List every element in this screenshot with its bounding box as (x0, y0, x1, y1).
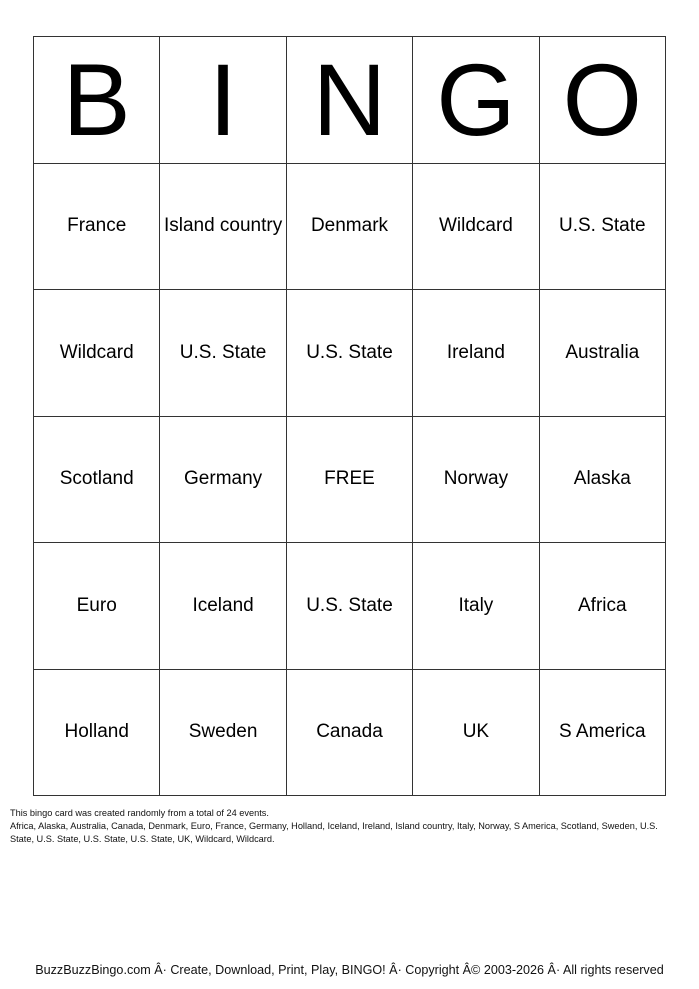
bingo-cell: Africa (540, 543, 666, 670)
bingo-cell: Scotland (34, 417, 160, 544)
bingo-cell: Norway (413, 417, 539, 544)
header-letter: G (436, 42, 516, 157)
bingo-cell: Iceland (160, 543, 286, 670)
free-cell: FREE (287, 417, 413, 544)
bingo-cell: U.S. State (287, 543, 413, 670)
bingo-cell: U.S. State (540, 164, 666, 291)
card-info-event-list: Africa, Alaska, Australia, Canada, Denmark, Euro, France, Germany, Holland, Iceland, Ireland, Island country, Italy, Norway, S America, Scotland, Sweden, U.S. State, U.S. State, U.S. State, U.S. State, UK, Wildcard, Wildcard. (10, 821, 658, 844)
bingo-cell: France (34, 164, 160, 291)
bingo-cell: Euro (34, 543, 160, 670)
bingo-cell: U.S. State (287, 290, 413, 417)
bingo-cell: UK (413, 670, 539, 797)
copyright-footer: BuzzBuzzBingo.com Â· Create, Download, Print, Play, BINGO! Â· Copyright Â© 2003-2026 Â· All rights reserved (35, 963, 664, 977)
bingo-cell: Sweden (160, 670, 286, 797)
bingo-cell: Canada (287, 670, 413, 797)
header-letter: B (62, 42, 131, 157)
header-letter: N (312, 42, 387, 157)
bingo-cell: Australia (540, 290, 666, 417)
bingo-cell: Island country (160, 164, 286, 291)
card-info-note (10, 807, 682, 846)
card-info-summary: This bingo card was created randomly from a total of 24 events. (10, 808, 269, 818)
bingo-cell: S America (540, 670, 666, 797)
header-cell-i (160, 37, 286, 164)
header-cell-b (34, 37, 160, 164)
bingo-cell: Wildcard (413, 164, 539, 291)
bingo-cell: Germany (160, 417, 286, 544)
bingo-cell: Alaska (540, 417, 666, 544)
bingo-cell: Denmark (287, 164, 413, 291)
bingo-cell: Ireland (413, 290, 539, 417)
header-cell-g (413, 37, 539, 164)
header-cell-o (540, 37, 666, 164)
bingo-cell: U.S. State (160, 290, 286, 417)
bingo-cell: Wildcard (34, 290, 160, 417)
bingo-cell: Holland (34, 670, 160, 797)
header-letter: O (562, 42, 642, 157)
header-cell-n (287, 37, 413, 164)
bingo-card (33, 36, 666, 796)
header-letter: I (208, 42, 238, 157)
bingo-cell: Italy (413, 543, 539, 670)
